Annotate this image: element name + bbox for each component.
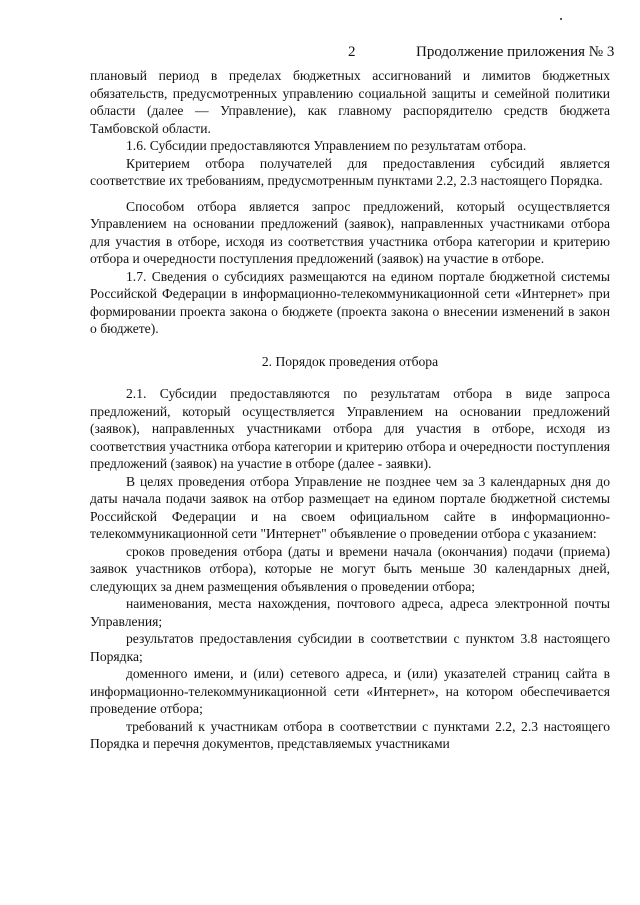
list-item: сроков проведения отбора (даты и времени начала (окончания) подачи (приема) заявок участников отбора), которые не могут быть меньше 30 календарных дней, следующих за днем размещения объявления о проведении отбора; [90, 543, 610, 594]
paragraph: Способом отбора является запрос предложений, который осуществляется Управлением на основании предложений (заявок), направленных участниками отбора для участия в отборе, исходя из соответствия участника отбора категории и критерию отбора и очередности поступления предложений (заявок) на участие в отборе. [90, 198, 610, 266]
paragraph: 2.1. Субсидии предоставляются по результатам отбора в виде запроса предложений, который осуществляется Управлением на основании предложений (заявок), направленных участниками отбора для участия в отборе, исходя из соответствия участника отбора категории и критерию отбора и очередности поступления предложений (заявок) на участие в отборе (далее - заявки). [90, 386, 610, 471]
page-number: 2 [348, 44, 356, 60]
list-item: наименования, места нахождения, почтового адреса, адреса электронной почты Управления; [90, 596, 610, 629]
document-body [90, 67, 610, 753]
paragraph: 1.7. Сведения о субсидиях размещаются на едином портале бюджетной системы Российской Федерации в информационно-телекоммуникационной сети «Интернет» при формировании проекта закона о бюджете (проекта закона о внесении изменений в закон о бюджете). [90, 268, 610, 336]
section-title: 2. Порядок проведения отбора [261, 353, 439, 369]
paragraph: Критерием отбора получателей для предоставления субсидий является соответствие их требованиям, предусмотренным пунктами 2.2, 2.3 настоящего Порядка. [90, 155, 610, 188]
list-item: доменного имени, и (или) сетевого адреса, и (или) указателей страниц сайта в информационно-телекоммуникационной сети «Интернет», на котором обеспечивается проведение отбора; [90, 666, 610, 716]
paragraph: В целях проведения отбора Управление не позднее чем за 3 календарных дня до даты начала подачи заявок на отбор размещает на едином портале бюджетной системы Российской Федерации и на своем официальном сайте в информационно-телекоммуникационной сети "Интернет" объявление о проведении отбора с указанием: [90, 473, 610, 541]
list-item: требований к участникам отбора в соответствии с пунктами 2.2, 2.3 настоящего Порядка и перечня документов, представляемых участниками [90, 718, 610, 751]
appendix-header: Продолжение приложения № 3 [416, 44, 615, 60]
spacer [90, 190, 610, 198]
scan-speck [560, 18, 562, 20]
list-item: результатов предоставления субсидии в соответствии с пунктом 3.8 настоящего Порядка; [90, 631, 610, 664]
paragraph: 1.6. Субсидии предоставляются Управлением по результатам отбора. [126, 138, 527, 153]
paragraph: плановый период в пределах бюджетных ассигнований и лимитов бюджетных обязательств, предусмотренных управлению социальной защиты и семейной политики области (далее — Управление), как главному распорядителю средств бюджета Тамбовской области. [90, 68, 610, 136]
